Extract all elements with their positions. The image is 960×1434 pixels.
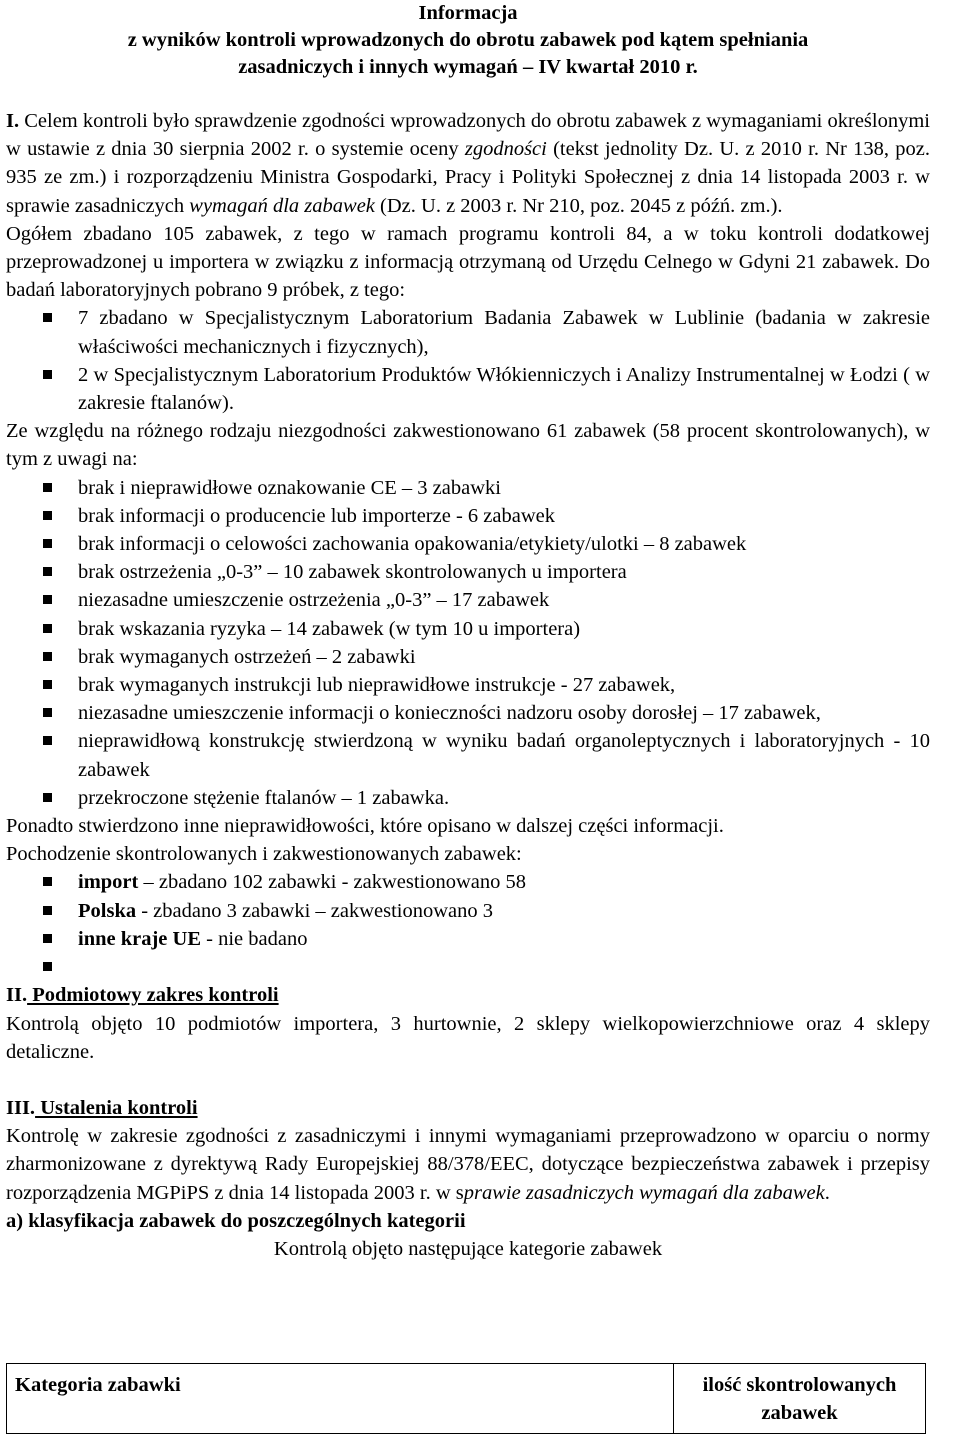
square-bullet-icon — [43, 313, 52, 322]
section-2-heading: II. Podmiotowy zakres kontroli — [6, 984, 279, 1007]
section-3-heading: III. Ustalenia kontroli — [6, 1096, 198, 1119]
table-header-count: ilość skontrolowanych zabawek — [674, 1364, 926, 1434]
title-line-3: zasadniczych i innych wymagań – IV kwartał 2010 r. — [238, 56, 698, 78]
square-bullet-icon — [43, 652, 52, 661]
square-bullet-icon — [43, 511, 52, 520]
square-bullet-icon — [43, 708, 52, 717]
nonconformity-intro: Ze względu na różnego rodzaju niezgodności zakwestionowano 61 zabawek (58 procent skontrolowanych), w tym z uwagi na: — [6, 420, 930, 471]
list-item: brak wymaganych instrukcji lub nieprawidłowe instrukcje - 27 zabawek, — [78, 671, 930, 699]
square-bullet-icon — [43, 962, 52, 971]
square-bullet-icon — [43, 370, 52, 379]
list-item — [78, 953, 930, 981]
nonconformity-list — [6, 474, 930, 812]
square-bullet-icon — [43, 906, 52, 915]
list-item: import – zbadano 102 zabawki - zakwestionowano 58 — [78, 868, 930, 896]
section-2-text: Kontrolą objęto 10 podmiotów importera, 3 hurtownie, 2 sklepy wielkopowierzchniowe oraz 4 sklepy detaliczne. — [6, 1012, 930, 1063]
table-header-row — [7, 1364, 926, 1434]
category-table — [6, 1363, 926, 1434]
square-bullet-icon — [43, 934, 52, 943]
list-item: nieprawidłową konstrukcję stwierdzoną w wyniku badań organoleptycznych i laboratoryjnych - 10 zabawek — [78, 727, 930, 783]
origin-list — [6, 868, 930, 981]
section-1-intro: I. Celem kontroli było sprawdzenie zgodności wprowadzonych do obrotu zabawek z wymaganiami określonymi w ustawie z dnia 30 sierpnia 2002 r. o systemie oceny zgodności (tekst jednolity Dz. U. z 2010 r. Nr 138, poz. 935 ze zm.) i rozporządzeniu Ministra Gospodarki, Pracy i Polityki Społecznej z dnia 14 listopada 2003 r. w sprawie zasadniczych wymagań dla zabawek (Dz. U. z 2003 r. Nr 210, poz. 2045 z późń. zm.). — [6, 110, 930, 217]
square-bullet-icon — [43, 680, 52, 689]
section-1-number: I. — [6, 110, 20, 132]
list-item: niezasadne umieszczenie informacji o konieczności nadzoru osoby dorosłej – 17 zabawek, — [78, 699, 930, 727]
document-title — [6, 0, 930, 81]
square-bullet-icon — [43, 793, 52, 802]
list-item: brak ostrzeżenia „0-3” – 10 zabawek skontrolowanych u importera — [78, 558, 930, 586]
square-bullet-icon — [43, 483, 52, 492]
list-item: brak informacji o producencie lub importerze - 6 zabawek — [78, 502, 930, 530]
labs-list — [6, 304, 930, 417]
subsection-a-intro: Kontrolą objęto następujące kategorie zabawek — [273, 1237, 663, 1260]
square-bullet-icon — [43, 877, 52, 886]
square-bullet-icon — [43, 539, 52, 548]
square-bullet-icon — [43, 736, 52, 745]
list-item: inne kraje UE - nie badano — [78, 925, 930, 953]
list-item: 7 zbadano w Specjalistycznym Laboratorium Badania Zabawek w Lublinie (badania w zakresie właściwości mechanicznych i fizycznych), — [78, 304, 930, 360]
list-item: brak wymaganych ostrzeżeń – 2 zabawki — [78, 643, 930, 671]
square-bullet-icon — [43, 567, 52, 576]
section-1-summary: Ogółem zbadano 105 zabawek, z tego w ramach programu kontroli 84, a w toku kontroli dodatkowej przeprowadzonej u importera w związku z informacją otrzymaną od Urzędu Celnego w Gdyni 21 zabawek. Do badań laboratoryjnych pobrano 9 próbek, z tego: — [6, 222, 930, 302]
title-line-1: Informacja — [418, 2, 518, 24]
list-item: brak i nieprawidłowe oznakowanie CE – 3 zabawki — [78, 474, 930, 502]
origin-intro: Pochodzenie skontrolowanych i zakwestionowanych zabawek: — [6, 843, 522, 866]
square-bullet-icon — [43, 624, 52, 633]
list-item: przekroczone stężenie ftalanów – 1 zabawka. — [78, 784, 930, 812]
table-header-category: Kategoria zabawki — [7, 1364, 674, 1434]
list-item: 2 w Specjalistycznym Laboratorium Produktów Włókienniczych i Analizy Instrumentalnej w Łodzi ( w zakresie ftalanów). — [78, 361, 930, 417]
list-item: brak informacji o celowości zachowania opakowania/etykiety/ulotki – 8 zabawek — [78, 530, 930, 558]
subsection-a-heading: a) klasyfikacja zabawek do poszczególnych kategorii — [6, 1209, 466, 1232]
other-irregularities: Ponadto stwierdzono inne nieprawidłowości, które opisano w dalszej części informacji. — [6, 815, 724, 838]
square-bullet-icon — [43, 595, 52, 604]
list-item: niezasadne umieszczenie ostrzeżenia „0-3” – 17 zabawek — [78, 586, 930, 614]
section-3-text: Kontrolę w zakresie zgodności z zasadniczymi i innymi wymaganiami przeprowadzono w oparciu o normy zharmonizowane z dyrektywą Rady Europejskiej 88/378/EEC, dotyczące bezpieczeństwa zabawek i przepisy rozporządzenia MGPiPS z dnia 14 listopada 2003 r. w sprawie zasadniczych wymagań dla zabawek. — [6, 1125, 930, 1204]
title-line-2: z wyników kontroli wprowadzonych do obrotu zabawek pod kątem spełniania — [127, 29, 809, 51]
list-item: Polska - zbadano 3 zabawki – zakwestionowano 3 — [78, 897, 930, 925]
list-item: brak wskazania ryzyka – 14 zabawek (w tym 10 u importera) — [78, 615, 930, 643]
